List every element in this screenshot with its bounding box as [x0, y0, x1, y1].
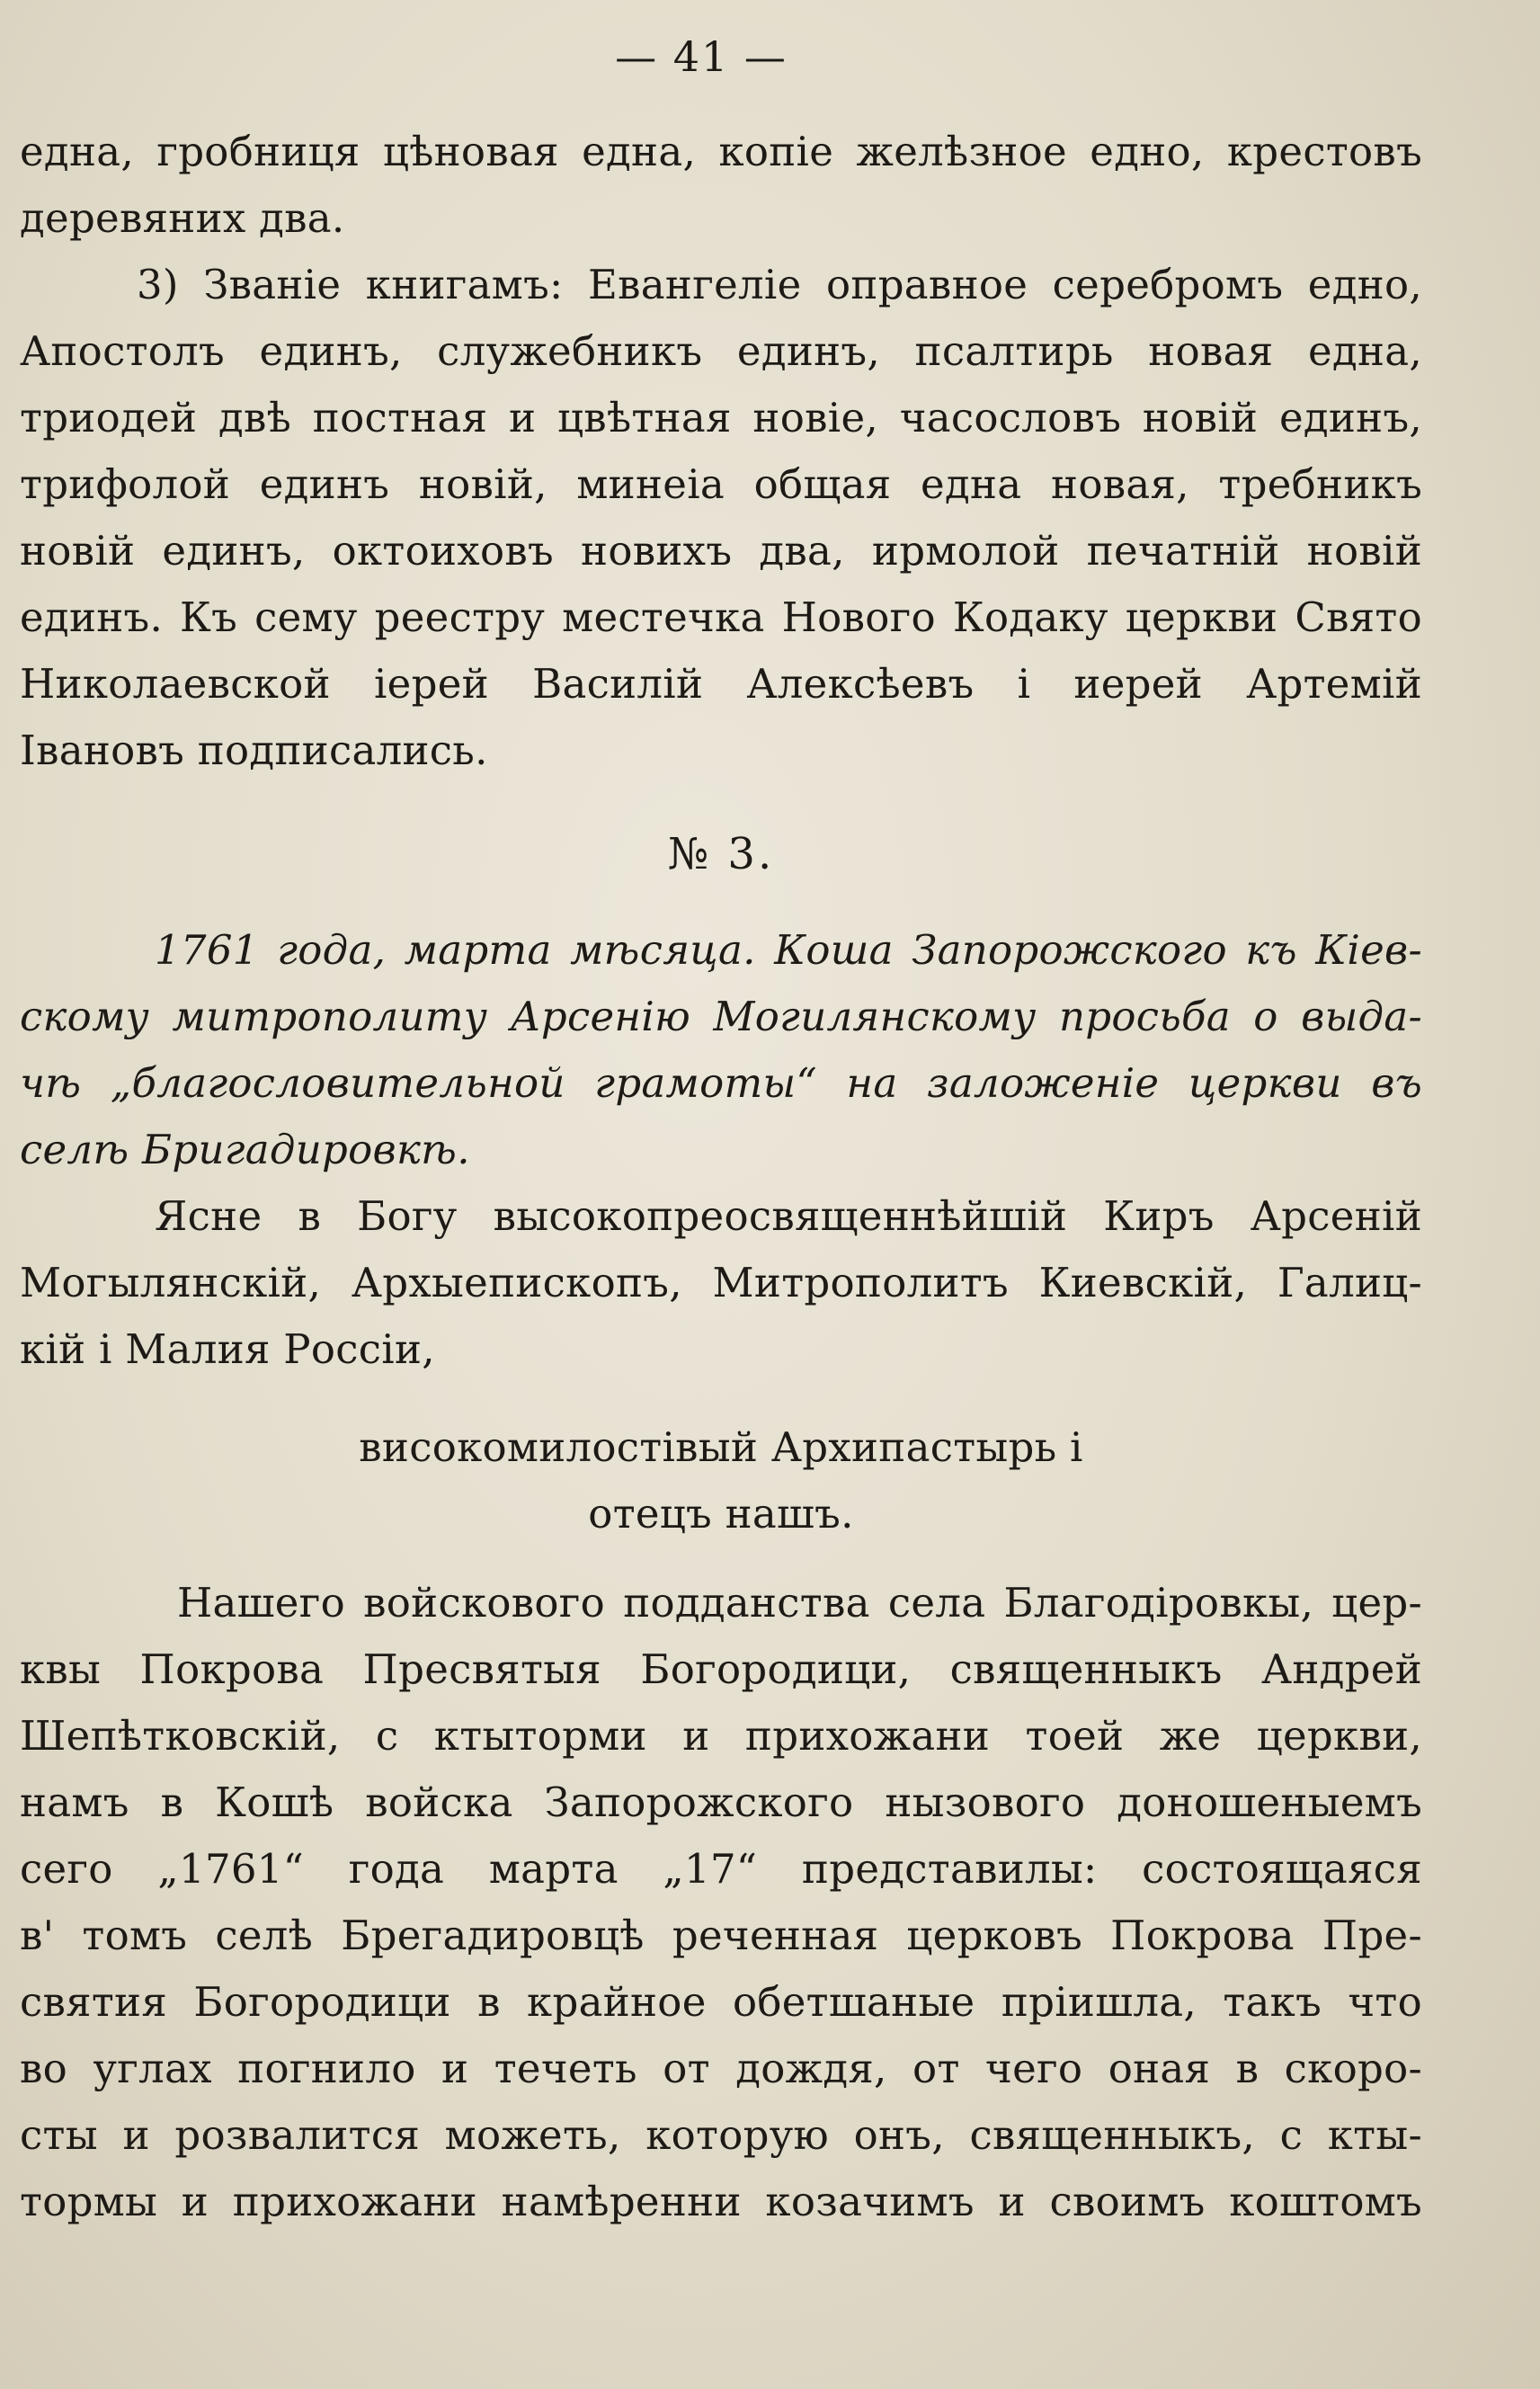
page-number: — 41 —: [615, 32, 788, 81]
salutation: [20, 1414, 1422, 1547]
text-line: в' томъ селѣ Брегадировцѣ реченная церковъ Покрова Пре-: [20, 1912, 1422, 1959]
salutation-line: високомилостівый Архипастырь і: [359, 1423, 1083, 1471]
text-line: Могылянскій, Архыепископъ, Митрополитъ Киевскій, Галиц-: [20, 1259, 1422, 1306]
title-line: скому митрополиту Арсенію Могилянскому просьба о выда-: [20, 993, 1422, 1040]
text-line: една, гробниця цѣновая една, копіе желѣзное едно, крестовъ: [20, 128, 1422, 175]
inventory-paragraph: [20, 119, 1422, 784]
text-line: Апостолъ единъ, служебникъ единъ, псалтирь новая една,: [20, 327, 1422, 375]
section-heading: № 3.: [667, 829, 775, 879]
title-line: чѣ „благословительной грамоты“ на заложеніе церкви въ: [20, 1059, 1422, 1107]
text-line: кій і Малия Россіи,: [20, 1325, 435, 1373]
text-line: сты и розвалится можеть, которую онъ, священныкъ, с кты-: [20, 2111, 1422, 2159]
text-line: сего „1761“ года марта „17“ представилы: состоящаяся: [20, 1845, 1422, 1893]
text-line: 3) Званіе книгамъ: Евангеліе оправное серебромъ едно,: [137, 261, 1422, 308]
text-line: новій единъ, октоиховъ новихъ два, ирмолой печатній новій: [20, 527, 1422, 575]
text-line: Ясне в Богу высокопреосвященнѣйшій Киръ Арсеній: [155, 1192, 1422, 1240]
text-line: святия Богородици в крайное обетшаные пріишла, такъ что: [20, 1978, 1422, 2026]
text-line: трифолой единъ новій, минеіа общая една новая, требникъ: [20, 460, 1422, 508]
text-line: во углах погнило и течеть от дождя, от чего оная в скоро-: [20, 2045, 1422, 2092]
salutation-line: отецъ нашъ.: [588, 1490, 854, 1538]
text-line: квы Покрова Пресвятыя Богородици, священныкъ Андрей: [20, 1645, 1422, 1693]
text-line: Шепѣтковскій, с ктыторми и прихожани тоей же церкви,: [20, 1712, 1422, 1760]
address-paragraph: [20, 1183, 1422, 1383]
petition-paragraph: [20, 1570, 1422, 2235]
text-line: триодей двѣ постная и цвѣтная новіе, часословъ новій единъ,: [20, 394, 1422, 441]
text-line: единъ. Къ сему реестру местечка Нового Кодаку церкви Свято: [20, 593, 1422, 641]
text-line: намъ в Кошѣ войска Запорожского нызового доношеныемъ: [20, 1778, 1422, 1826]
document-title: [20, 917, 1422, 1183]
text-line: Нашего войскового подданства села Благодіровкы, цер-: [177, 1579, 1422, 1627]
title-line: 1761 года, марта мѣсяца. Коша Запорожского къ Кіев-: [155, 926, 1422, 974]
text-line: Івановъ подписались.: [20, 727, 488, 774]
section-heading-block: [20, 821, 1422, 887]
text-line: тормы и прихожани намѣренни козачимъ и своимъ коштомъ: [20, 2178, 1422, 2225]
title-line: селѣ Бригадировкѣ.: [20, 1126, 470, 1173]
text-line: деревяних два.: [20, 194, 345, 242]
text-line: Николаевской іерей Василій Алексѣевъ і иерей Артемій: [20, 660, 1422, 708]
